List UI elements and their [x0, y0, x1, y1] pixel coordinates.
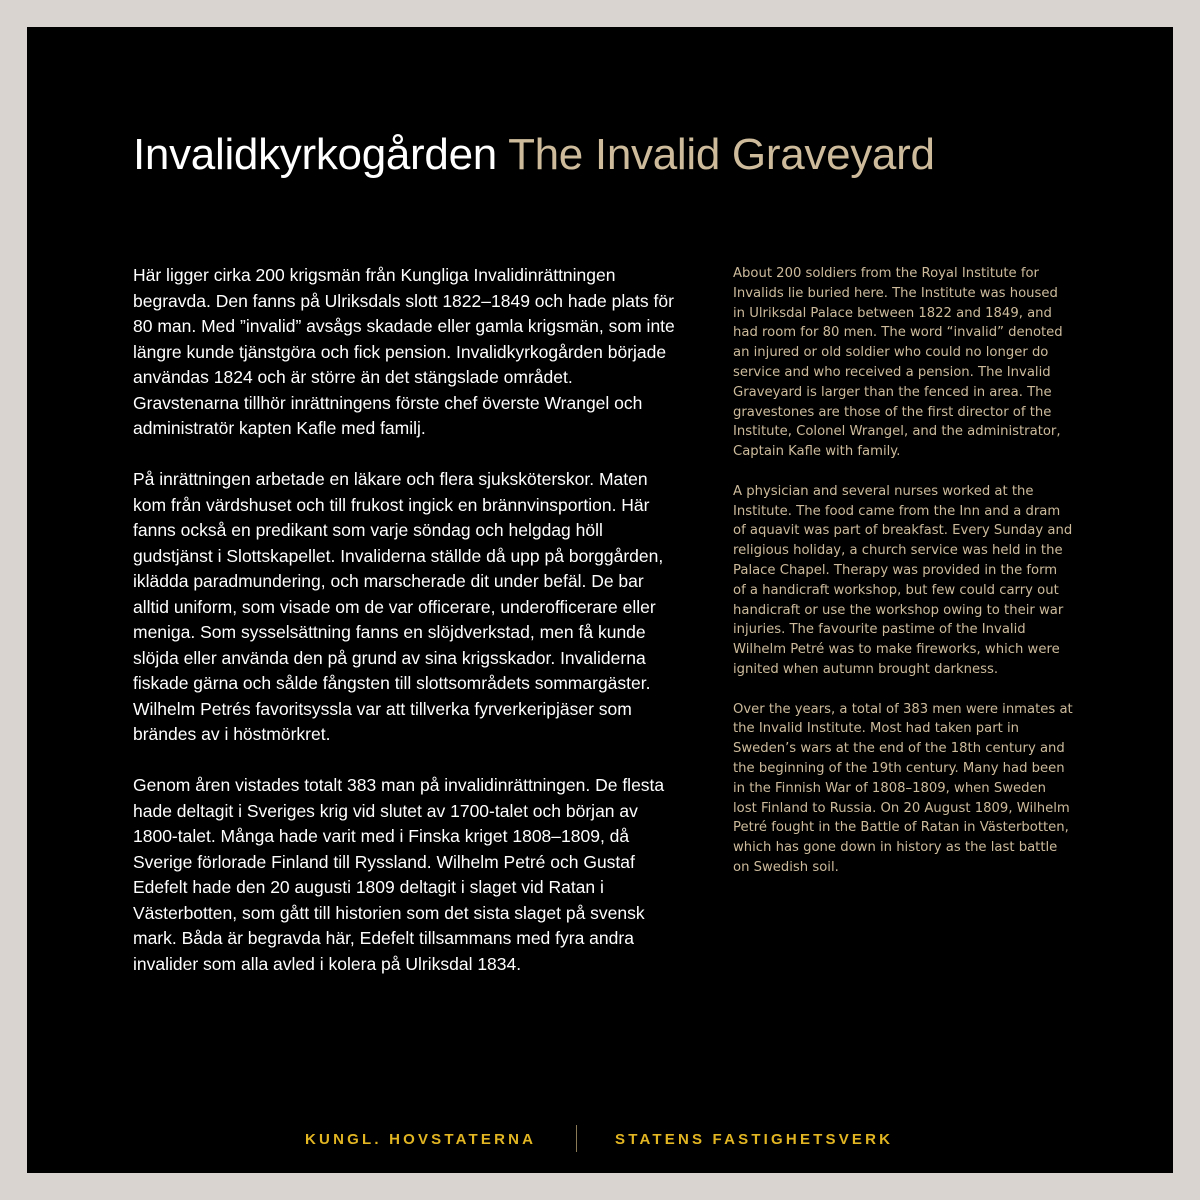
english-paragraph: Over the years, a total of 383 men were inmates at the Invalid Institute. Most had taken part in Sweden’s wars at the end of the 18th century and the beginning of the 19th century. Many had been in the Finnish War of 1808–1809, when Sweden lost Finland to Russia. On 20 August 1809, Wilhelm Petré fought in the Battle of Ratan in Västerbotten, which has gone down in history as the last battle on Swedish soil.	[733, 701, 1073, 875]
swedish-paragraph: På inrättningen arbetade en läkare och flera sjuksköterskor. Maten kom från värdshuset och till frukost ingick en brännvinsportion. Här fanns också en predikant som varje söndag och helgdag höll gudstjänst i Slottskapellet. Invaliderna ställde då upp på borggården, iklädda paradmundering, och marscherade dit under befäl. De bar alltid uniform, som visade om de var officerare, underofficerare eller meniga. Som sysselsättning fanns en slöjdverkstad, men få kunde slöjda eller använda den på grund av sina krigsskador. Invaliderna fiskade gärna och sålde fångsten till slottsområdets sommargäster. Wilhelm Petrés favoritsyssla var att tillverka fyrverkeripjäser som brändes av i höstmörkret.	[133, 469, 664, 744]
title-swedish: Invalidkyrkogården	[133, 130, 497, 179]
english-text-column	[733, 264, 1073, 898]
sign-footer	[27, 1125, 1173, 1155]
information-sign	[27, 27, 1173, 1173]
english-paragraph: About 200 soldiers from the Royal Institute for Invalids lie buried here. The Institute was housed in Ulriksdal Palace between 1822 and 1849, and had room for 80 men. The word “invalid” denoted an injured or old soldier who could no longer do service and who received a pension. The Invalid Graveyard is larger than the fenced in area. The gravestones are those of the first director of the Institute, Colonel Wrangel, and the administrator, Captain Kafle with family.	[733, 266, 1063, 460]
swedish-text-column	[133, 263, 678, 1003]
title-english: The Invalid Graveyard	[508, 130, 935, 179]
footer-org-statens-fastighetsverk: STATENS FASTIGHETSVERK	[615, 1131, 894, 1148]
english-paragraph: A physician and several nurses worked at the Institute. The food came from the Inn and a dram of aquavit was part of breakfast. Every Sunday and religious holiday, a church service was held in the Palace Chapel. Therapy was provided in the form of a handicraft workshop, but few could carry out handicraft or use the workshop owing to their war injuries. The favourite pastime of the Invalid Wilhelm Petré was to make fireworks, which were ignited when autumn brought darkness.	[733, 483, 1073, 677]
swedish-paragraph: Här ligger cirka 200 krigsmän från Kungliga Invalidinrättningen begravda. Den fanns på Ulriksdals slott 1822–1849 och hade plats för 80 man. Med ”invalid” avsågs skadade eller gamla krigsmän, som inte längre kunde tjänstgöra och fick pension. Invalidkyrkogården började användas 1824 och är större än det stängslade området. Gravstenarna tillhör inrättningens förste chef överste Wrangel och administratör kapten Kafle med familj.	[133, 265, 675, 438]
sign-title	[133, 125, 935, 185]
swedish-paragraph: Genom åren vistades totalt 383 man på invalidinrättningen. De flesta hade deltagit i Sveriges krig vid slutet av 1700-talet och början av 1800-talet. Många hade varit med i Finska kriget 1808–1809, då Sverige förlorade Finland till Ryssland. Wilhelm Petré och Gustaf Edefelt hade den 20 augusti 1809 deltagit i slaget vid Ratan i Västerbotten, som gått till historien som det sista slaget på svensk mark. Båda är begravda här, Edefelt tillsammans med fyra andra invalider som alla avled i kolera på Ulriksdal 1834.	[133, 775, 665, 974]
footer-org-kungl-hovstaterna: KUNGL. HOVSTATERNA	[305, 1131, 537, 1148]
footer-divider	[576, 1125, 577, 1152]
